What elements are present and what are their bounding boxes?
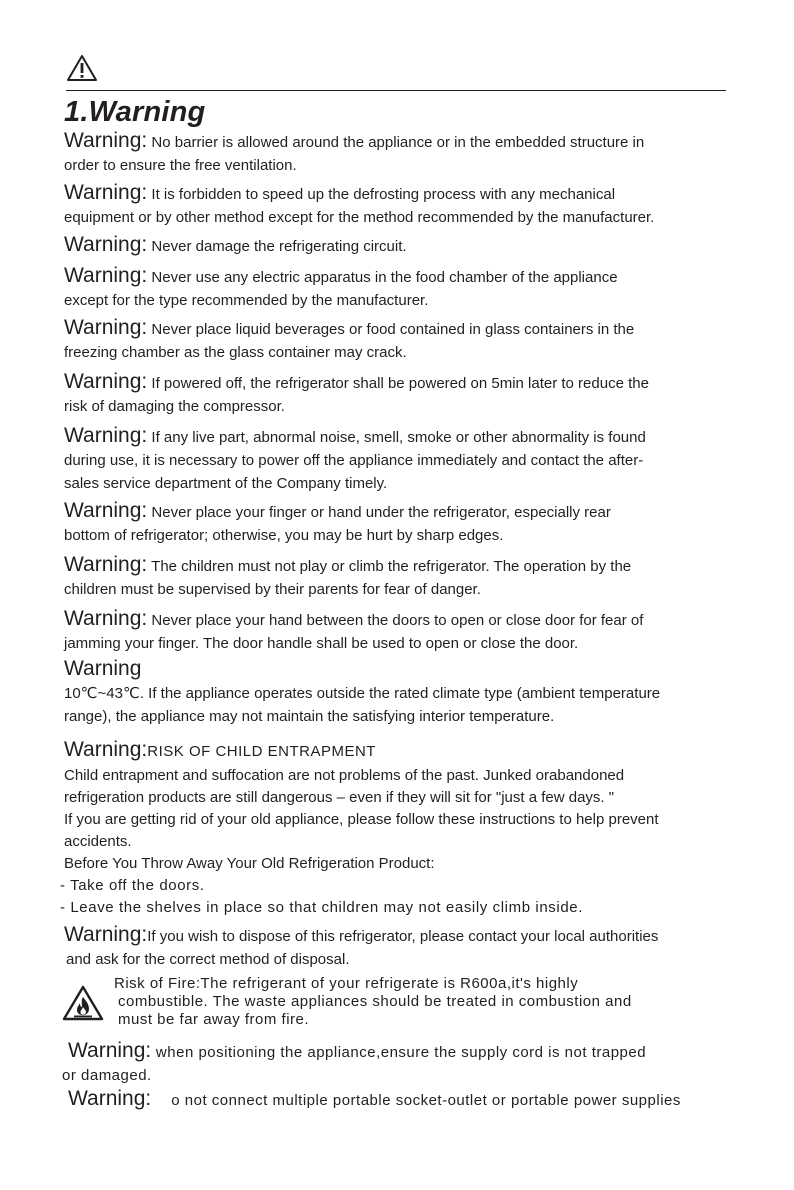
warning-item (64, 424, 739, 495)
warning-text: Never place your finger or hand under the refrigerator, especially rear (147, 504, 611, 521)
warning-text: Never place liquid beverages or food contained in glass containers in the (147, 321, 635, 338)
warning-text: Never place your hand between the doors to open or close door for fear of (147, 612, 644, 629)
warning-label: Warning: (64, 499, 148, 522)
entrapment-line: refrigeration products are still dangerous – even if they will sit for "just a few days. " (64, 789, 615, 806)
warning-label: Warning: (64, 424, 148, 447)
warning-text: It is forbidden to speed up the defrosting process with any mechanical (147, 186, 616, 203)
warning-text-cont: equipment or by other method except for the method recommended by the manufacturer. (64, 209, 655, 226)
fire-text-cont: combustible. The waste appliances should be treated in combustion and (118, 993, 632, 1010)
warning-item (64, 553, 739, 601)
disposal-text: If you wish to dispose of this refrigerator, please contact your local authorities (147, 928, 659, 945)
warning-triangle-icon (66, 54, 98, 82)
warning-text-cont: order to ensure the free ventilation. (64, 157, 297, 174)
warning-text: If powered off, the refrigerator shall be powered on 5min later to reduce the (147, 375, 649, 392)
climate-text: 10℃~43℃. If the appliance operates outside the rated climate type (ambient temperature (64, 685, 661, 702)
warning-label: Warning: (64, 607, 148, 630)
fire-text: Risk of Fire:The refrigerant of your refrigerate is R600a,it's highly (114, 975, 579, 992)
warning-item (64, 264, 739, 312)
cord-text: when positioning the appliance,ensure the supply cord is not trapped (151, 1044, 647, 1061)
entrapment-warning (60, 736, 739, 919)
warning-label: Warning: (64, 553, 148, 576)
warning-label: Warning: (64, 233, 148, 256)
warning-item (64, 370, 739, 418)
warning-text-cont: freezing chamber as the glass container may crack. (64, 344, 407, 361)
header-rule (66, 90, 726, 91)
warning-item (64, 181, 739, 229)
warning-label: Warning: (68, 1039, 152, 1062)
flammable-triangle-icon (62, 985, 104, 1021)
warning-text: If any live part, abnormal noise, smell, smoke or other abnormality is found (147, 429, 646, 446)
warning-text: Never damage the refrigerating circuit. (147, 238, 407, 255)
entrapment-line: accidents. (64, 833, 132, 850)
cord-text-cont: or damaged. (62, 1067, 152, 1084)
warning-text: The children must not play or climb the refrigerator. The operation by the (147, 558, 632, 575)
warning-text: No barrier is allowed around the appliance or in the embedded structure in (147, 134, 645, 151)
climate-text-cont: range), the appliance may not maintain the satisfying interior temperature. (64, 708, 555, 725)
warning-label: Warning: (64, 129, 148, 152)
socket-text: o not connect multiple portable socket-outlet or portable power supplies (171, 1092, 681, 1109)
climate-warning (64, 655, 739, 728)
warning-item (64, 129, 739, 177)
entrapment-step: - Leave the shelves in place so that children may not easily climb inside. (60, 899, 583, 916)
fire-warning (64, 975, 739, 1035)
entrapment-line: If you are getting rid of your old appliance, please follow these instructions to help prevent (64, 811, 659, 828)
fire-text-cont: must be far away from fire. (118, 1011, 310, 1028)
warning-label: Warning: (68, 1087, 152, 1110)
warning-text-cont: bottom of refrigerator; otherwise, you may be hurt by sharp edges. (64, 527, 504, 544)
warning-text-cont: except for the type recommended by the manufacturer. (64, 292, 429, 309)
warning-label: Warning: (64, 181, 148, 204)
warning-item (64, 233, 739, 258)
warning-label: Warning: (64, 370, 148, 393)
warning-item (64, 316, 739, 364)
warning-item (64, 607, 739, 655)
warning-label: Warning: (64, 738, 148, 761)
entrapment-step: - Take off the doors. (60, 877, 205, 894)
cord-warning (64, 1039, 739, 1087)
entrapment-line: Before You Throw Away Your Old Refrigeration Product: (64, 855, 435, 872)
warning-item (64, 499, 739, 547)
warning-text-cont: children must be supervised by their parents for fear of danger. (64, 581, 481, 598)
section-title: 1.Warning (64, 96, 206, 128)
warning-label: Warning (64, 657, 142, 680)
warning-text-cont: sales service department of the Company timely. (64, 475, 388, 492)
warning-text-cont: risk of damaging the compressor. (64, 398, 285, 415)
warning-text-cont: jamming your finger. The door handle shall be used to open or close the door. (64, 635, 579, 652)
entrapment-heading: RISK OF CHILD ENTRAPMENT (147, 743, 376, 760)
socket-warning (64, 1087, 739, 1112)
warnings-body (60, 129, 739, 1112)
disposal-text-cont: and ask for the correct method of disposal. (66, 951, 350, 968)
warning-text: Never use any electric apparatus in the food chamber of the appliance (147, 269, 618, 286)
disposal-warning (64, 923, 739, 971)
warning-text-cont: during use, it is necessary to power off the appliance immediately and contact the after- (64, 452, 644, 469)
warning-label: Warning: (64, 264, 148, 287)
entrapment-line: Child entrapment and suffocation are not problems of the past. Junked orabandoned (64, 767, 625, 784)
warning-label: Warning: (64, 316, 148, 339)
warning-label: Warning: (64, 923, 148, 946)
